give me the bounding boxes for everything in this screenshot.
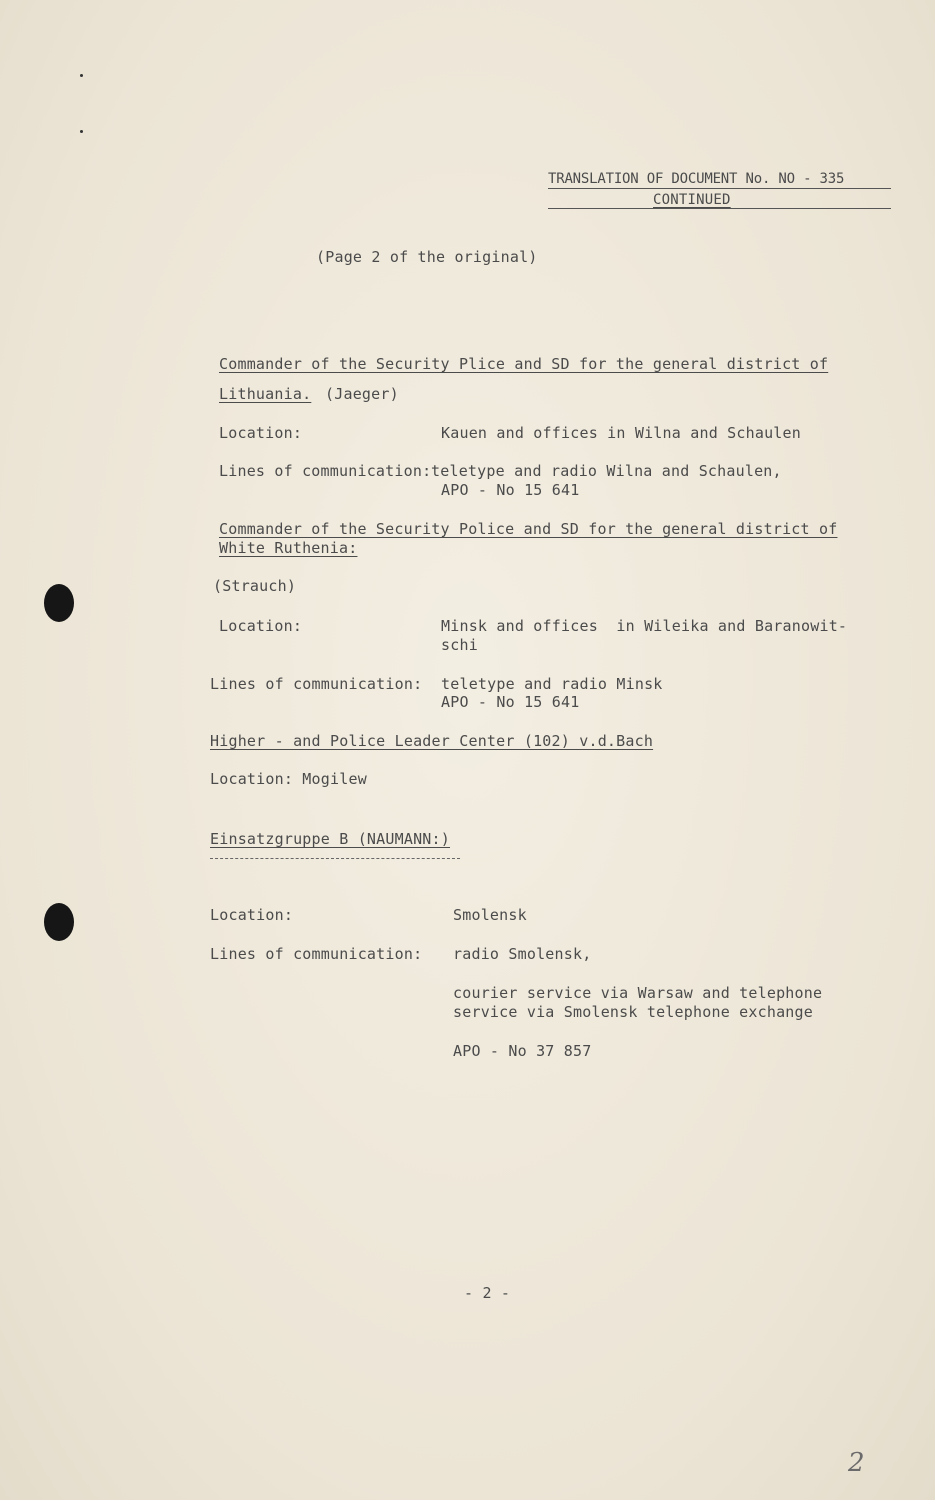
lithuania-heading-line1: Commander of the Security Plice and SD for the general district of bbox=[219, 355, 829, 373]
title-rule-bottom bbox=[548, 208, 891, 209]
document-continued: CONTINUED bbox=[653, 192, 731, 208]
lithuania-apo: APO - No 15 641 bbox=[441, 481, 580, 499]
lithuania-lines-value-line1: teletype and radio Wilna and Schaulen, bbox=[431, 462, 782, 480]
ruthenia-person: (Strauch) bbox=[213, 577, 297, 595]
einsatzgruppe-lines-value: radio Smolensk, bbox=[453, 945, 592, 963]
document-title: TRANSLATION OF DOCUMENT No. NO - 335 bbox=[548, 171, 845, 187]
ruthenia-location-value-line1: Minsk and offices in Wileika and Baranowit- bbox=[441, 617, 848, 635]
title-rule-top bbox=[548, 188, 891, 189]
paper-speck bbox=[80, 130, 83, 133]
einsatzgruppe-heading: Einsatzgruppe B (NAUMANN:) bbox=[210, 830, 450, 848]
binder-hole-bottom bbox=[44, 903, 74, 941]
ruthenia-location-label: Location: bbox=[219, 617, 303, 635]
einsatzgruppe-courier-line2: service via Smolensk telephone exchange bbox=[453, 1003, 813, 1021]
lithuania-heading-line2: Lithuania. bbox=[219, 385, 312, 403]
paper-speck bbox=[80, 74, 83, 77]
ruthenia-lines-label: Lines of communication: bbox=[210, 675, 423, 693]
einsatzgruppe-location-value: Smolensk bbox=[453, 906, 527, 924]
original-page-note: (Page 2 of the original) bbox=[316, 248, 538, 266]
pencil-mark: 2 bbox=[848, 1448, 865, 1478]
einsatzgruppe-dashed-rule bbox=[210, 858, 460, 859]
ruthenia-apo: APO - No 15 641 bbox=[441, 693, 580, 711]
lithuania-lines-label: Lines of communication: bbox=[219, 462, 432, 480]
lithuania-location-label: Location: bbox=[219, 424, 303, 442]
lithuania-person: (Jaeger) bbox=[325, 385, 399, 403]
ruthenia-heading-line1: Commander of the Security Police and SD for the general district of bbox=[219, 520, 838, 538]
einsatzgruppe-lines-label: Lines of communication: bbox=[210, 945, 423, 963]
higher-police-heading: Higher - and Police Leader Center (102) v.d.Bach bbox=[210, 732, 654, 750]
binder-hole-top bbox=[44, 584, 74, 622]
higher-police-location: Location: Mogilew bbox=[210, 770, 367, 788]
page-number: - 2 - bbox=[464, 1284, 511, 1302]
ruthenia-location-value-line2: schi bbox=[441, 636, 478, 654]
einsatzgruppe-location-label: Location: bbox=[210, 906, 294, 924]
einsatzgruppe-courier-line1: courier service via Warsaw and telephone bbox=[453, 984, 823, 1002]
ruthenia-lines-value-line1: teletype and radio Minsk bbox=[441, 675, 663, 693]
einsatzgruppe-apo: APO - No 37 857 bbox=[453, 1042, 592, 1060]
lithuania-location-value: Kauen and offices in Wilna and Schaulen bbox=[441, 424, 801, 442]
ruthenia-heading-line2: White Ruthenia: bbox=[219, 539, 358, 557]
